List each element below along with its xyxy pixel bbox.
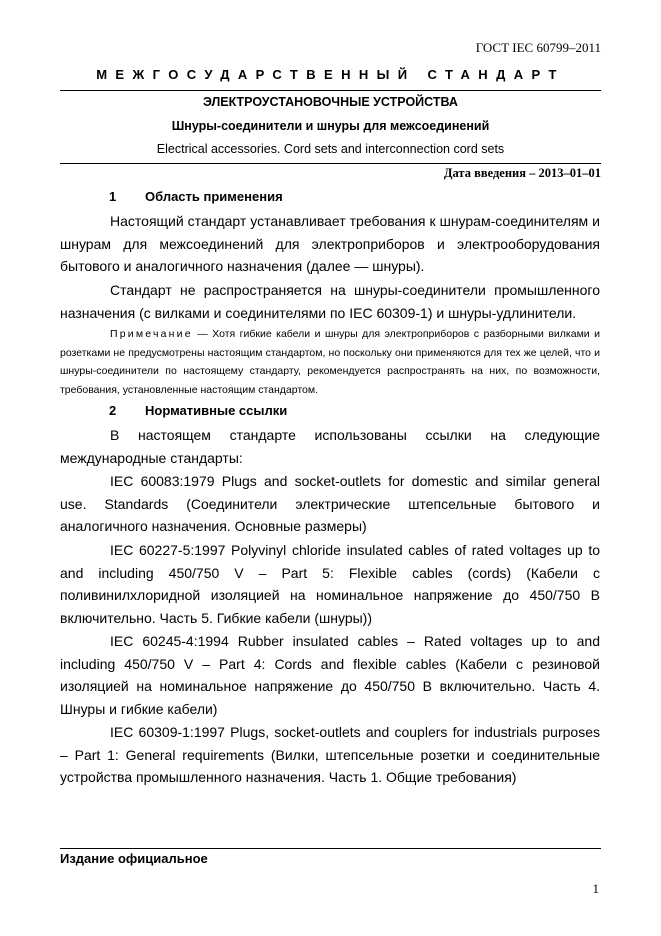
note-label: Примечание (110, 328, 193, 340)
interstate-standard-heading: МЕЖГОСУДАРСТВЕННЫЙ СТАНДАРТ (96, 67, 565, 82)
reference-item (60, 721, 600, 789)
footer-rule (60, 848, 601, 849)
section-1-para-1 (60, 210, 600, 278)
section-2-intro (60, 424, 600, 469)
section-2-title: Нормативные ссылки (145, 403, 288, 418)
section-2-intro-text: В настоящем стандарте использованы ссылки на следующие международные стандарты: (60, 427, 600, 466)
reference-text: IEC 60309-1:1997 Plugs, socket-outlets and couplers for industrials purposes – Part 1: General requirements (Вилки, штепсельные розетки и соединительные устройства промышленного назначения. Часть 1. Общие требования) (60, 724, 600, 786)
section-1-heading (109, 189, 283, 204)
page-number: 1 (592, 881, 599, 896)
section-1-number: 1 (109, 189, 117, 204)
reference-item (60, 539, 600, 629)
effective-date: Дата введения – 2013–01–01 (443, 166, 601, 180)
section-2-heading (109, 403, 287, 418)
section-1-title: Область применения (145, 189, 283, 204)
reference-item (60, 630, 600, 720)
gost-code: ГОСТ IEC 60799–2011 (475, 40, 601, 55)
document-title-en: Electrical accessories. Cord sets and interconnection cord sets (156, 142, 505, 156)
section-1-para-1-text: Настоящий стандарт устанавливает требования к шнурам-соединителям и шнурам для межсоединений для электроприборов и электрооборудования бытового и аналогичного назначения (далее — шнуры). (60, 213, 600, 275)
section-1-note (60, 325, 600, 399)
document-subtitle-ru: Шнуры-соединители и шнуры для межсоединений (171, 119, 490, 133)
header-rule (60, 90, 601, 91)
title-rule (60, 163, 601, 164)
reference-text: IEC 60083:1979 Plugs and socket-outlets for domestic and similar general use. Standards (Соединители электрические штепсельные бытового и аналогичного назначения. Основные размеры) (60, 473, 600, 535)
section-1-para-2-text: Стандарт не распространяется на шнуры-соединители промышленного назначения (с вилками и соединителями по IEC 60309-1) и шнуры-удлинители. (60, 282, 600, 321)
reference-item (60, 470, 600, 538)
reference-text: IEC 60245-4:1994 Rubber insulated cables – Rated voltages up to and including 450/750 V – Part 4: Cords and flexible cables (Кабели с резиновой изоляцией на номинальное напряжение до 450/750 В включительно. Часть 4. Шнуры и гибкие кабели) (60, 633, 600, 717)
official-edition-label: Издание официальное (60, 851, 208, 866)
document-title-ru: ЭЛЕКТРОУСТАНОВОЧНЫЕ УСТРОЙСТВА (203, 95, 458, 109)
section-2-number: 2 (109, 403, 117, 418)
section-1-para-2 (60, 279, 600, 324)
note-text: — Хотя гибкие кабели и шнуры для электроприборов с разборными вилками и розетками не предусмотрены настоящим стандартом, но поскольку они применяются для тех же целей, что и шнуры-соединители по настоящему стандарту, рекомендуется распространять на них, по возможности, требования, установленные настоящим стандартом. (60, 328, 600, 396)
reference-text: IEC 60227-5:1997 Polyvinyl chloride insulated cables of rated voltages up to and including 450/750 V – Part 5: Flexible cables (cords) (Кабели с поливинилхлоридной изоляцией на номинальное напряжение до 450/750 В включительно. Часть 5. Гибкие кабели (шнуры)) (60, 542, 600, 626)
